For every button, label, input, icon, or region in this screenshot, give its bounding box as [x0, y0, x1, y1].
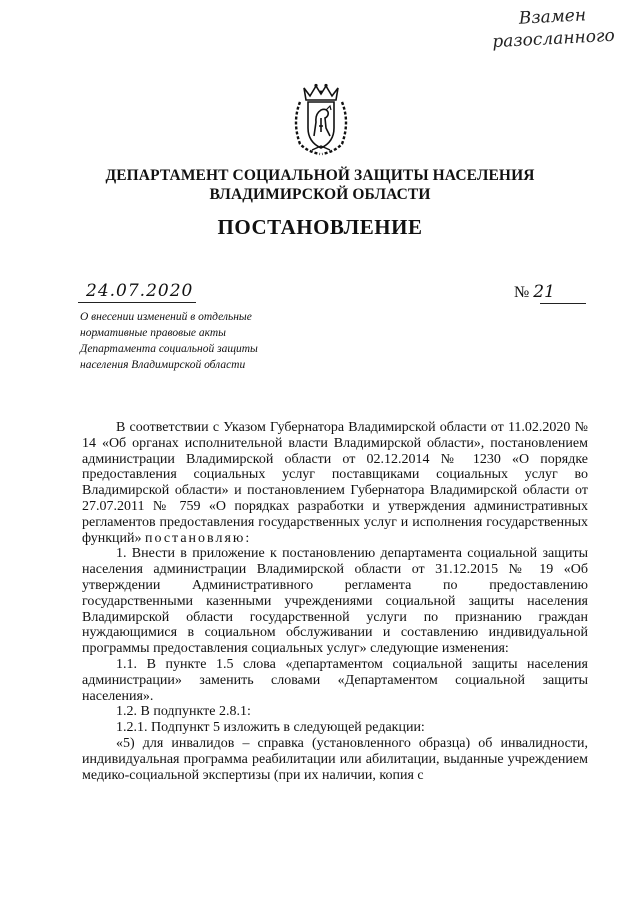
subject-line2: нормативные правовые акты: [80, 327, 226, 339]
item-1-1: 1.1. В пункте 1.5 слова «департаментом социальной защиты населения администрации» заменить словами «Департаментом социальной защиты населения».: [82, 656, 588, 704]
subject-line4: населения Владимирской области: [80, 359, 246, 371]
handwritten-note-line2: разосланного: [491, 25, 616, 53]
subject-line1: О внесении изменений в отдельные: [80, 311, 252, 323]
vladimir-region-coat-of-arms-icon: [290, 82, 352, 156]
preamble-text: В соответствии с Указом Губернатора Владимирской области от 11.02.2020 № 14 «Об органах исполнительной власти Владимирской области», постановлением администрации Владимирской области от 02.12.2014 № 1230 «О порядке предоставления социальных услуг поставщиками социальных услуг во Владимирской области» и постановлением Губернатора Владимирской области от 27.07.2011 № 759 «О порядках разработки и утверждения административных регламентов предоставления государственных услуг и исполнения государственных функций»: [82, 420, 588, 546]
department-name: [0, 166, 640, 204]
subject-line3: Департамента социальной защиты: [80, 343, 258, 355]
number-underline: [540, 303, 586, 304]
item-1-2-1: 1.2.1. Подпункт 5 изложить в следующей редакции:: [116, 720, 425, 736]
document-type-title: ПОСТАНОВЛЕНИЕ: [217, 215, 423, 239]
document-body: [82, 420, 588, 783]
preamble-paragraph: [82, 420, 588, 546]
department-line2: ВЛАДИМИРСКОЙ ОБЛАСТИ: [209, 186, 431, 203]
resolve-word: постановляю:: [145, 530, 252, 546]
department-line1: ДЕПАРТАМЕНТ СОЦИАЛЬНОЙ ЗАЩИТЫ НАСЕЛЕНИЯ: [105, 167, 535, 184]
number-value: 21: [533, 282, 555, 302]
document-subject: [80, 309, 320, 373]
date-underline: [78, 302, 196, 303]
document-date: 24.07.2020: [86, 281, 194, 301]
item-1: 1. Внести в приложение к постановлению департамента социальной защиты населения администрации Владимирской области от 31.12.2015 № 19 «Об утверждении Административного регламента по предоставлению государственными казенными учреждениями социальной защиты населения Владимирской области государственной услуги по признанию граждан нуждающимися в социальном обслуживании и составлению индивидуальной программы предоставления социальных услуг» следующие изменения:: [82, 546, 588, 657]
document-number: [514, 282, 555, 302]
item-1-2: 1.2. В подпункте 2.8.1:: [116, 704, 251, 720]
number-prefix: №: [514, 284, 530, 301]
handwritten-note: [477, 2, 629, 54]
handwritten-note-line1: Взамен: [518, 5, 587, 29]
quote-item-5: «5) для инвалидов – справка (установленного образца) об инвалидности, индивидуальная программа реабилитации или абилитации, выданные учреждением медико-социальной экспертизы (при их наличии, копия с: [82, 735, 588, 783]
